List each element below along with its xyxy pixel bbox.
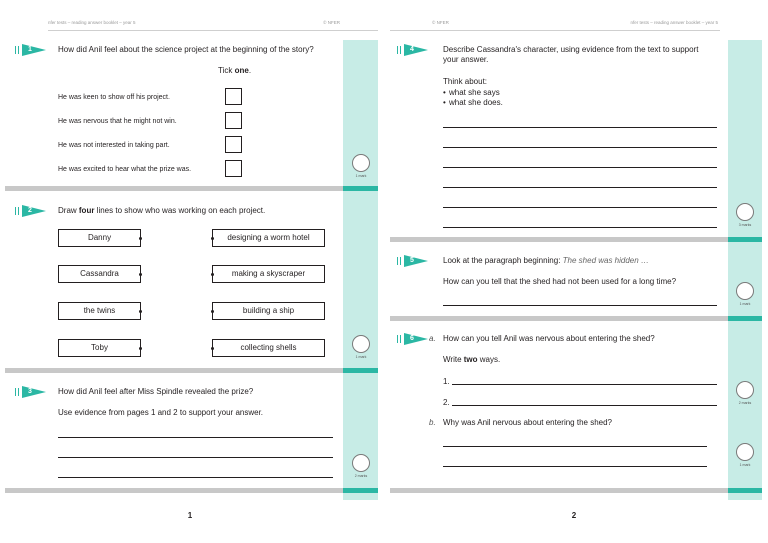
q6b-mark-circle bbox=[736, 443, 754, 461]
q3-answer-line-3[interactable] bbox=[58, 477, 333, 478]
page1-header-rule bbox=[48, 30, 378, 31]
question-1-marker: 1 bbox=[15, 44, 47, 56]
q5-mark-label: 1 mark bbox=[739, 302, 751, 306]
question-3-instruction: Use evidence from pages 1 and 2 to support your answer. bbox=[58, 408, 264, 417]
q2-right-box-4: collecting shells bbox=[212, 339, 325, 357]
page2-header-left: © NFER bbox=[432, 20, 449, 25]
q2-left-box-2: Cassandra bbox=[58, 265, 141, 283]
q1-mark-circle bbox=[352, 154, 370, 172]
q1-option-1-label: He was keen to show off his project. bbox=[58, 94, 170, 101]
q6a-answer-line-1[interactable] bbox=[452, 384, 717, 385]
q5-mark-circle bbox=[736, 282, 754, 300]
q6-divider-teal bbox=[728, 488, 762, 493]
q1-mark-label: 1 mark bbox=[355, 174, 367, 178]
question-5-text: How can you tell that the shed had not been used for a long time? bbox=[443, 277, 677, 286]
q5-divider bbox=[390, 316, 728, 321]
q6-part-a-label: a. bbox=[429, 334, 436, 343]
q4-answer-line-3[interactable] bbox=[443, 167, 717, 168]
q2-right-box-1: designing a worm hotel bbox=[212, 229, 325, 247]
q6-part-b-label: b. bbox=[429, 418, 436, 427]
question-6a-text: How can you tell Anil was nervous about entering the shed? bbox=[443, 334, 655, 343]
q2-right-box-2: making a skyscraper bbox=[212, 265, 325, 283]
page2-number: 2 bbox=[571, 511, 577, 520]
page1-header-right: © NFER bbox=[323, 20, 340, 25]
question-4-text-line-2: your answer. bbox=[443, 55, 489, 64]
page2-header-rule bbox=[390, 30, 720, 31]
q6b-mark-label: 1 mark bbox=[739, 463, 751, 467]
q1-divider bbox=[5, 186, 343, 191]
q4-answer-line-1[interactable] bbox=[443, 127, 717, 128]
question-1-tick-instruction: Tick one. bbox=[218, 66, 252, 75]
q2-right-dot-2[interactable] bbox=[211, 273, 214, 276]
q2-divider-teal bbox=[343, 368, 378, 373]
q2-left-box-3: the twins bbox=[58, 302, 141, 320]
q1-option-4-label: He was excited to hear what the prize was. bbox=[58, 166, 192, 173]
question-4-text-line-1: Describe Cassandra's character, using evidence from the text to support bbox=[443, 45, 699, 54]
q2-mark-label: 1 mark bbox=[355, 355, 367, 359]
q2-left-dot-2[interactable] bbox=[139, 273, 142, 276]
q2-left-dot-3[interactable] bbox=[139, 310, 142, 313]
q1-option-1-tickbox[interactable] bbox=[225, 88, 242, 105]
question-2-marker: 2 bbox=[15, 205, 47, 217]
q3-answer-line-1[interactable] bbox=[58, 437, 333, 438]
question-5-intro: Look at the paragraph beginning: The shed was hidden … bbox=[443, 256, 649, 265]
q1-option-3-tickbox[interactable] bbox=[225, 136, 242, 153]
question-1-text: How did Anil feel about the science project at the beginning of the story? bbox=[58, 45, 314, 54]
q5-answer-line[interactable] bbox=[443, 305, 717, 306]
q4-mark-label: 3 marks bbox=[738, 223, 752, 227]
q2-mark-circle bbox=[352, 335, 370, 353]
q4-answer-line-2[interactable] bbox=[443, 147, 717, 148]
q4-mark-circle bbox=[736, 203, 754, 221]
q3-divider bbox=[5, 488, 343, 493]
q2-right-box-3: building a ship bbox=[212, 302, 325, 320]
q4-answer-line-5[interactable] bbox=[443, 207, 717, 208]
q6-line-1-label: 1. bbox=[443, 377, 450, 386]
q1-option-4-tickbox[interactable] bbox=[225, 160, 242, 177]
page1-number: 1 bbox=[187, 511, 193, 520]
question-2-text: Draw four lines to show who was working on each project. bbox=[58, 206, 266, 215]
q2-right-dot-1[interactable] bbox=[211, 237, 214, 240]
question-5-marker: 5 bbox=[397, 255, 429, 267]
q5-divider-teal bbox=[728, 316, 762, 321]
q6-write-two: Write two ways. bbox=[443, 355, 501, 364]
q3-mark-label: 2 marks bbox=[354, 474, 368, 478]
q6a-answer-line-2[interactable] bbox=[452, 405, 717, 406]
q4-think-about: Think about: bbox=[443, 77, 488, 86]
q3-divider-teal bbox=[343, 488, 378, 493]
q1-divider-teal bbox=[343, 186, 378, 191]
page1-header-left: nfer tests – reading answer booklet – year 5 bbox=[48, 20, 136, 25]
q6-line-2-label: 2. bbox=[443, 398, 450, 407]
question-4-marker: 4 bbox=[397, 44, 429, 56]
q4-bullet-1: • what she says bbox=[443, 88, 500, 98]
q6a-mark-circle bbox=[736, 381, 754, 399]
q1-option-3-label: He was not interested in taking part. bbox=[58, 142, 170, 149]
q4-divider bbox=[390, 237, 728, 242]
question-3-marker: 3 bbox=[15, 386, 47, 398]
q6b-answer-line-2[interactable] bbox=[443, 466, 707, 467]
page1-marks-column bbox=[343, 40, 378, 500]
page2-header-right: nfer tests – reading answer booklet – year 5 bbox=[630, 20, 718, 25]
question-3-text: How did Anil feel after Miss Spindle revealed the prize? bbox=[58, 387, 254, 396]
q6-divider bbox=[390, 488, 728, 493]
q6b-answer-line-1[interactable] bbox=[443, 446, 707, 447]
q2-left-dot-4[interactable] bbox=[139, 347, 142, 350]
q1-option-2-tickbox[interactable] bbox=[225, 112, 242, 129]
q6a-mark-label: 2 marks bbox=[738, 401, 752, 405]
q3-answer-line-2[interactable] bbox=[58, 457, 333, 458]
q4-divider-teal bbox=[728, 237, 762, 242]
q2-left-box-1: Danny bbox=[58, 229, 141, 247]
question-6b-text: Why was Anil nervous about entering the shed? bbox=[443, 418, 612, 427]
q4-answer-line-6[interactable] bbox=[443, 227, 717, 228]
q4-answer-line-4[interactable] bbox=[443, 187, 717, 188]
q4-bullet-2: • what she does. bbox=[443, 98, 503, 108]
q1-option-2-label: He was nervous that he might not win. bbox=[58, 118, 177, 125]
question-6-marker: 6 bbox=[397, 333, 429, 345]
q2-right-dot-4[interactable] bbox=[211, 347, 214, 350]
q2-left-dot-1[interactable] bbox=[139, 237, 142, 240]
q2-right-dot-3[interactable] bbox=[211, 310, 214, 313]
q2-left-box-4: Toby bbox=[58, 339, 141, 357]
q3-mark-circle bbox=[352, 454, 370, 472]
q2-divider bbox=[5, 368, 343, 373]
page2-marks-column bbox=[728, 40, 762, 500]
